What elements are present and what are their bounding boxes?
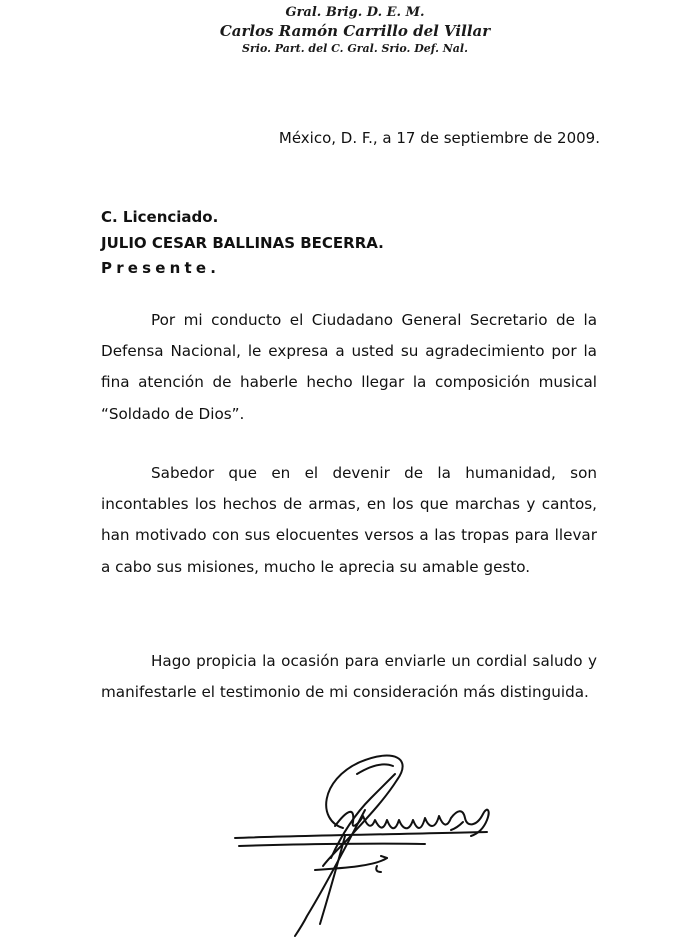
recipient-title: C. Licenciado. — [101, 208, 219, 226]
letterhead — [195, 4, 515, 56]
letterhead-position: Srio. Part. del C. Gral. Srio. Def. Nal. — [242, 42, 468, 55]
letterhead-name: Carlos Ramón Carrillo del Villar — [219, 22, 491, 40]
signature-icon — [225, 740, 505, 940]
recipient-name: JULIO CESAR BALLINAS BECERRA. — [101, 233, 384, 252]
recipient-block — [101, 205, 384, 282]
recipient-presente: Presente. — [101, 259, 221, 277]
body-paragraph-1: Por mi conducto el Ciudadano General Secretario de la Defensa Nacional, le expresa a usted su agradecimiento por la fina atención de haberle hecho llegar la composición musical “Soldado de Dios”. — [101, 311, 597, 423]
body-paragraph-2: Sabedor que en el devenir de la humanidad, son incontables los hechos de armas, en los que marchas y cantos, han motivado con sus elocuentes versos a las tropas para llevar a cabo sus misiones, mucho le aprecia su amable gesto. — [101, 464, 597, 576]
letterhead-rank: Gral. Brig. D. E. M. — [285, 5, 425, 20]
body-paragraph-3: Hago propicia la ocasión para enviarle un cordial saludo y manifestarle el testimonio de mi consideración más distinguida. — [101, 652, 597, 702]
date-line: México, D. F., a 17 de septiembre de 2009. — [278, 129, 600, 147]
